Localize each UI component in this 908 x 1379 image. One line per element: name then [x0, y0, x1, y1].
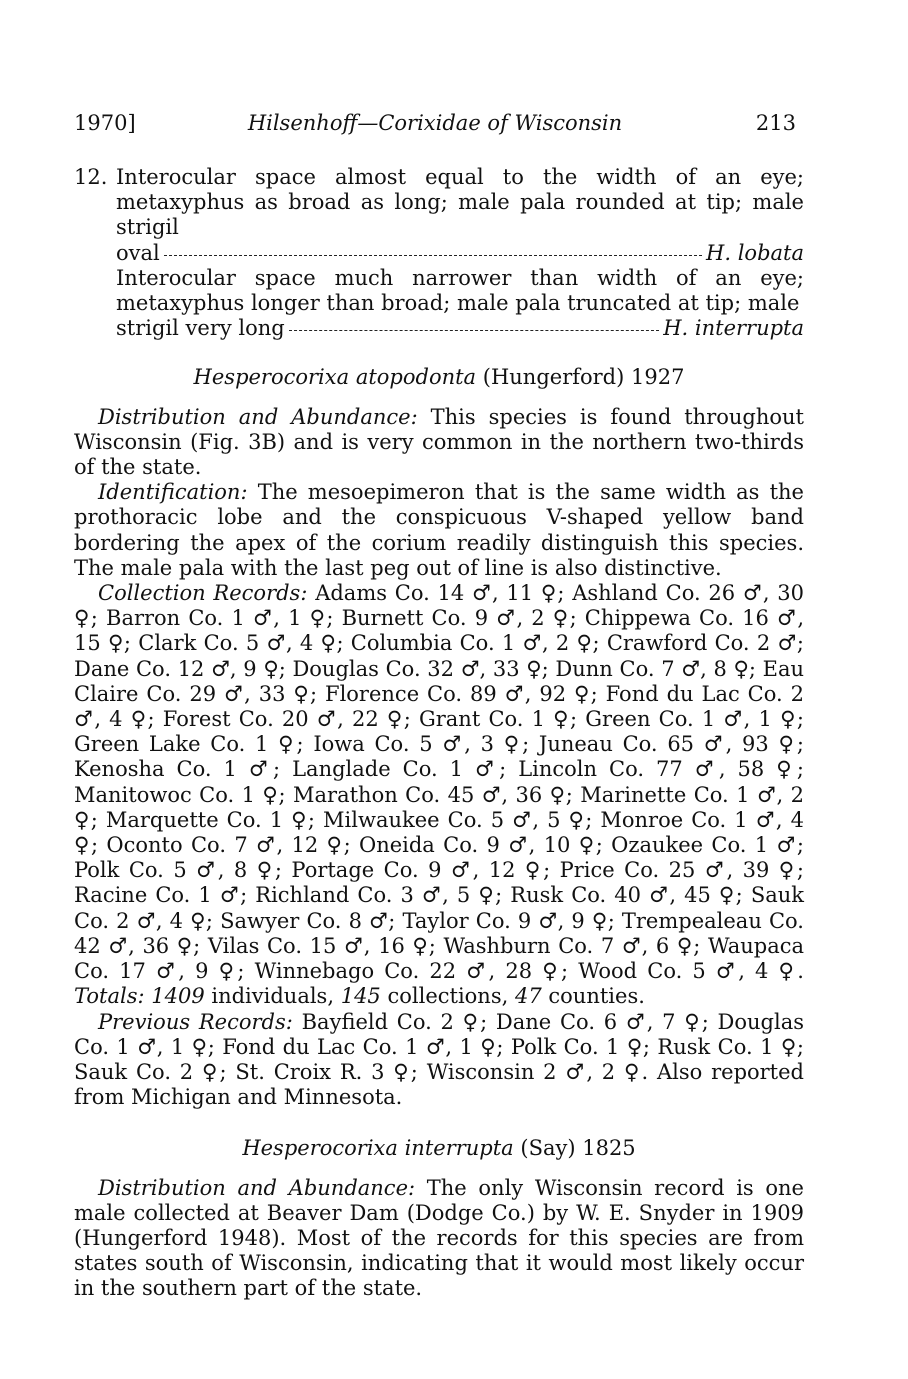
totals-individuals: 1409: [151, 984, 205, 1009]
identification-text: The mesoepimeron that is the same width as the prothoracic lobe and the conspicuous V-shaped yellow band bordering the apex of the corium readily distinguish this species. The male pala with the last peg out of line is also distinctive.: [74, 480, 804, 580]
key-number: 12.: [74, 165, 108, 189]
totals-label: Totals:: [74, 984, 145, 1009]
key-couplet-second: [116, 266, 804, 342]
page-number: 213: [755, 111, 796, 135]
species-name: Hesperocorixa atopodonta: [193, 365, 477, 390]
key-couplet-first: [116, 165, 804, 266]
couplet-first-target: H. lobata: [706, 240, 804, 265]
species-heading-atopodonta: [74, 365, 804, 390]
couplet-first-last-line: oval: [116, 240, 160, 265]
collection-records-label: Collection Records:: [98, 581, 308, 606]
totals-counties: 47: [514, 984, 542, 1009]
distribution-text: The only Wisconsin record is one male collected at Beaver Dam (Dodge Co.) by W. E. Snyder in 1909 (Hungerford 1948). Most of the records for this species are from states south of Wisconsin, indicating that it would most likely occur in the southern part of the state.: [74, 1175, 804, 1301]
species-author: (Say) 1825: [520, 1136, 636, 1161]
previous-records-text: Bayfield Co. 2 ♀; Dane Co. 6 ♂, 7 ♀; Douglas Co. 1 ♂, 1 ♀; Fond du Lac Co. 1 ♂, 1 ♀; Polk Co. 1 ♀; Rusk Co. 1 ♀; Sauk Co. 2 ♀; St. Croix R. 3 ♀; Wisconsin 2 ♂, 2 ♀. Also reported from Michigan and Minnesota.: [74, 1009, 805, 1110]
collections-word: collections,: [387, 984, 509, 1009]
couplet-first-end: [116, 241, 804, 266]
key-couplet-12: [74, 165, 804, 341]
couplet-second-last-line: strigil very long: [116, 316, 285, 341]
species-heading-interrupta: [74, 1136, 804, 1161]
collection-records-text: Adams Co. 14 ♂, 11 ♀; Ashland Co. 26 ♂, 30 ♀; Barron Co. 1 ♂, 1 ♀; Burnett Co. 9 ♂, 2 ♀; Chippewa Co. 16 ♂, 15 ♀; Clark Co. 5 ♂, 4 ♀; Columbia Co. 1 ♂, 2 ♀; Crawford Co. 2 ♂; Dane Co. 12 ♂, 9 ♀; Douglas Co. 32 ♂, 33 ♀; Dunn Co. 7 ♂, 8 ♀; Eau Claire Co. 29 ♂, 33 ♀; Florence Co. 89 ♂, 92 ♀; Fond du Lac Co. 2 ♂, 4 ♀; Forest Co. 20 ♂, 22 ♀; Grant Co. 1 ♀; Green Co. 1 ♂, 1 ♀; Green Lake Co. 1 ♀; Iowa Co. 5 ♂, 3 ♀; Juneau Co. 65 ♂, 93 ♀; Kenosha Co. 1 ♂; Langlade Co. 1 ♂; Lincoln Co. 77 ♂, 58 ♀; Manitowoc Co. 1 ♀; Marathon Co. 45 ♂, 36 ♀; Marinette Co. 1 ♂, 2 ♀; Marquette Co. 1 ♀; Milwaukee Co. 5 ♂, 5 ♀; Monroe Co. 1 ♂, 4 ♀; Oconto Co. 7 ♂, 12 ♀; Oneida Co. 9 ♂, 10 ♀; Ozaukee Co. 1 ♂; Polk Co. 5 ♂, 8 ♀; Portage Co. 9 ♂, 12 ♀; Price Co. 25 ♂, 39 ♀; Racine Co. 1 ♂; Richland Co. 3 ♂, 5 ♀; Rusk Co. 40 ♂, 45 ♀; Sauk Co. 2 ♂, 4 ♀; Sawyer Co. 8 ♂; Taylor Co. 9 ♂, 9 ♀; Trempealeau Co. 42 ♂, 36 ♀; Vilas Co. 15 ♂, 16 ♀; Washburn Co. 7 ♂, 6 ♀; Waupaca Co. 17 ♂, 9 ♀; Winnebago Co. 22 ♂, 28 ♀; Wood Co. 5 ♂, 4 ♀.: [74, 581, 804, 984]
individuals-word: individuals,: [211, 984, 335, 1009]
dot-leader: [164, 255, 702, 256]
identification-label: Identification:: [98, 480, 248, 505]
distribution-label: Distribution and Abundance:: [98, 404, 418, 429]
species-name: Hesperocorixa interrupta: [242, 1136, 514, 1161]
collection-records-paragraph: [74, 581, 804, 1009]
running-header: [74, 111, 796, 141]
running-title: Hilsenhoff—Corixidae of Wisconsin: [247, 111, 623, 135]
totals-collections: 145: [340, 984, 381, 1009]
species-author: (Hungerford) 1927: [482, 365, 685, 390]
distribution-text: This species is found throughout Wisconsin (Fig. 3B) and is very common in the northern two-thirds of the state.: [74, 404, 804, 480]
previous-records-paragraph: [74, 1010, 804, 1111]
dot-leader: [289, 330, 660, 331]
page-body: [74, 165, 804, 1302]
couplet-second-end: [116, 316, 804, 341]
couplet-first-text: Interocular space almost equal to the width of an eye; metaxyphus as broad as long; male pala rounded at tip; male strigil: [116, 165, 804, 240]
identification-paragraph: [74, 480, 804, 581]
distribution-label: Distribution and Abundance:: [98, 1175, 416, 1200]
counties-word: counties.: [548, 984, 645, 1009]
couplet-second-target: H. interrupta: [663, 316, 804, 341]
couplet-second-text: Interocular space much narrower than width of an eye; metaxyphus longer than broad; male pala truncated at tip; male: [116, 265, 804, 316]
distribution-paragraph: [74, 1176, 804, 1302]
previous-records-label: Previous Records:: [98, 1009, 293, 1034]
distribution-paragraph: [74, 405, 804, 481]
volume-year: 1970]: [74, 111, 136, 135]
